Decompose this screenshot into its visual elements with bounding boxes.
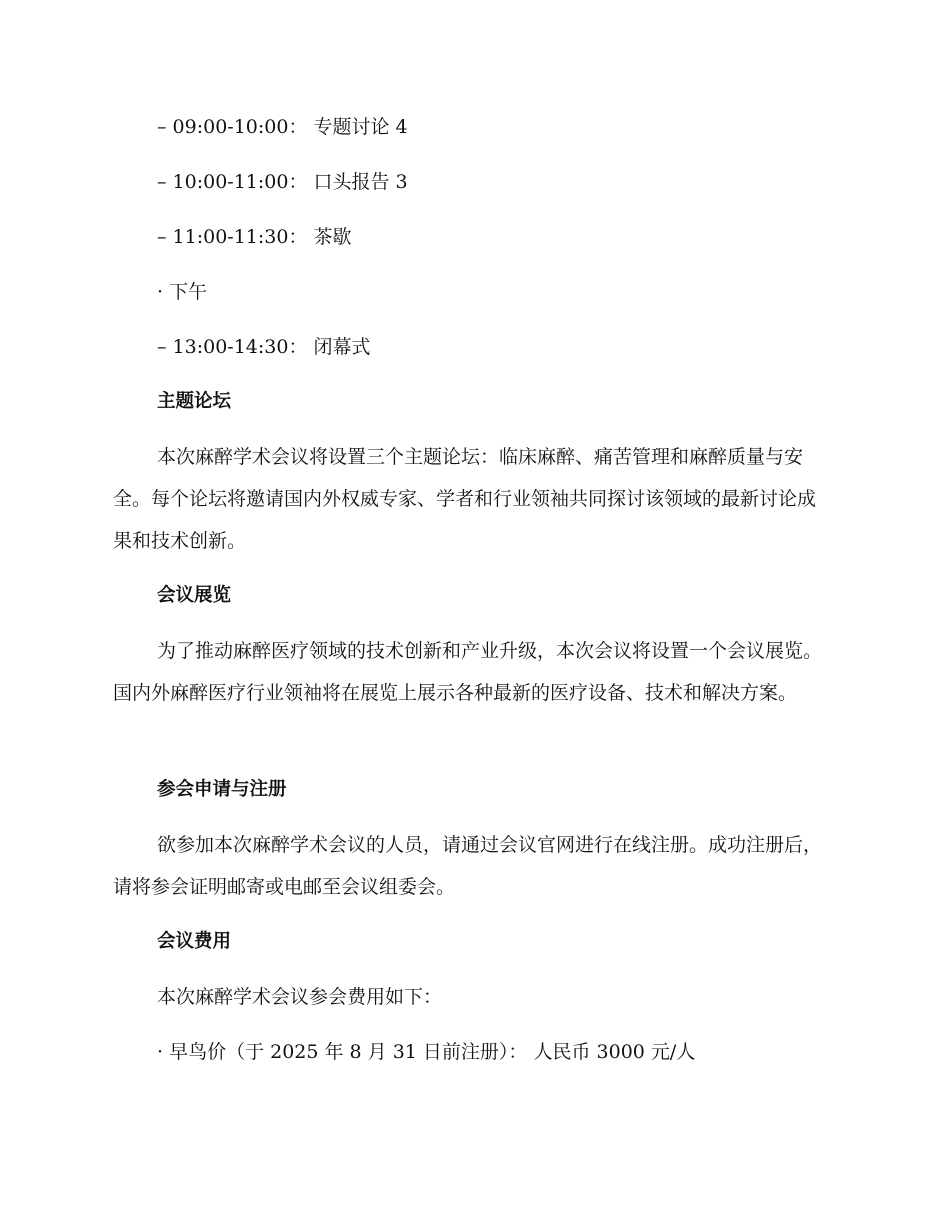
fee-item: · 早鸟价（于 2025 年 8 月 31 日前注册）： 人民币 3000 元/人: [157, 1041, 696, 1063]
section-heading-fees: 会议费用: [157, 931, 232, 952]
schedule-subheading-afternoon: · 下午: [157, 281, 208, 303]
section-heading-forum: 主题论坛: [157, 391, 232, 412]
section-heading-exhibition: 会议展览: [157, 585, 232, 606]
schedule-item: – 13:00-14:30： 闭幕式: [157, 336, 371, 358]
schedule-item: – 11:00-11:30： 茶歇: [157, 226, 352, 248]
fees-intro: 本次麻醉学术会议参会费用如下：: [157, 986, 443, 1008]
section-heading-registration: 参会申请与注册: [157, 779, 287, 800]
section-paragraph-registration: 欲参加本次麻醉学术会议的人员，请通过会议官网进行在线注册。成功注册后，请将参会证明邮寄或电邮至会议组委会。: [113, 834, 823, 898]
schedule-item: – 09:00-10:00： 专题讨论 4: [157, 116, 408, 138]
section-paragraph-forum: 本次麻醉学术会议将设置三个主题论坛：临床麻醉、痛苦管理和麻醉质量与安全。每个论坛将邀请国内外权威专家、学者和行业领袖共同探讨该领域的最新讨论成果和技术创新。: [113, 446, 817, 552]
schedule-item: – 10:00-11:00： 口头报告 3: [157, 171, 408, 193]
section-paragraph-exhibition: 为了推动麻醉医疗领域的技术创新和产业升级，本次会议将设置一个会议展览。国内外麻醉医疗行业领袖将在展览上展示各种最新的医疗设备、技术和解决方案。: [113, 640, 823, 704]
